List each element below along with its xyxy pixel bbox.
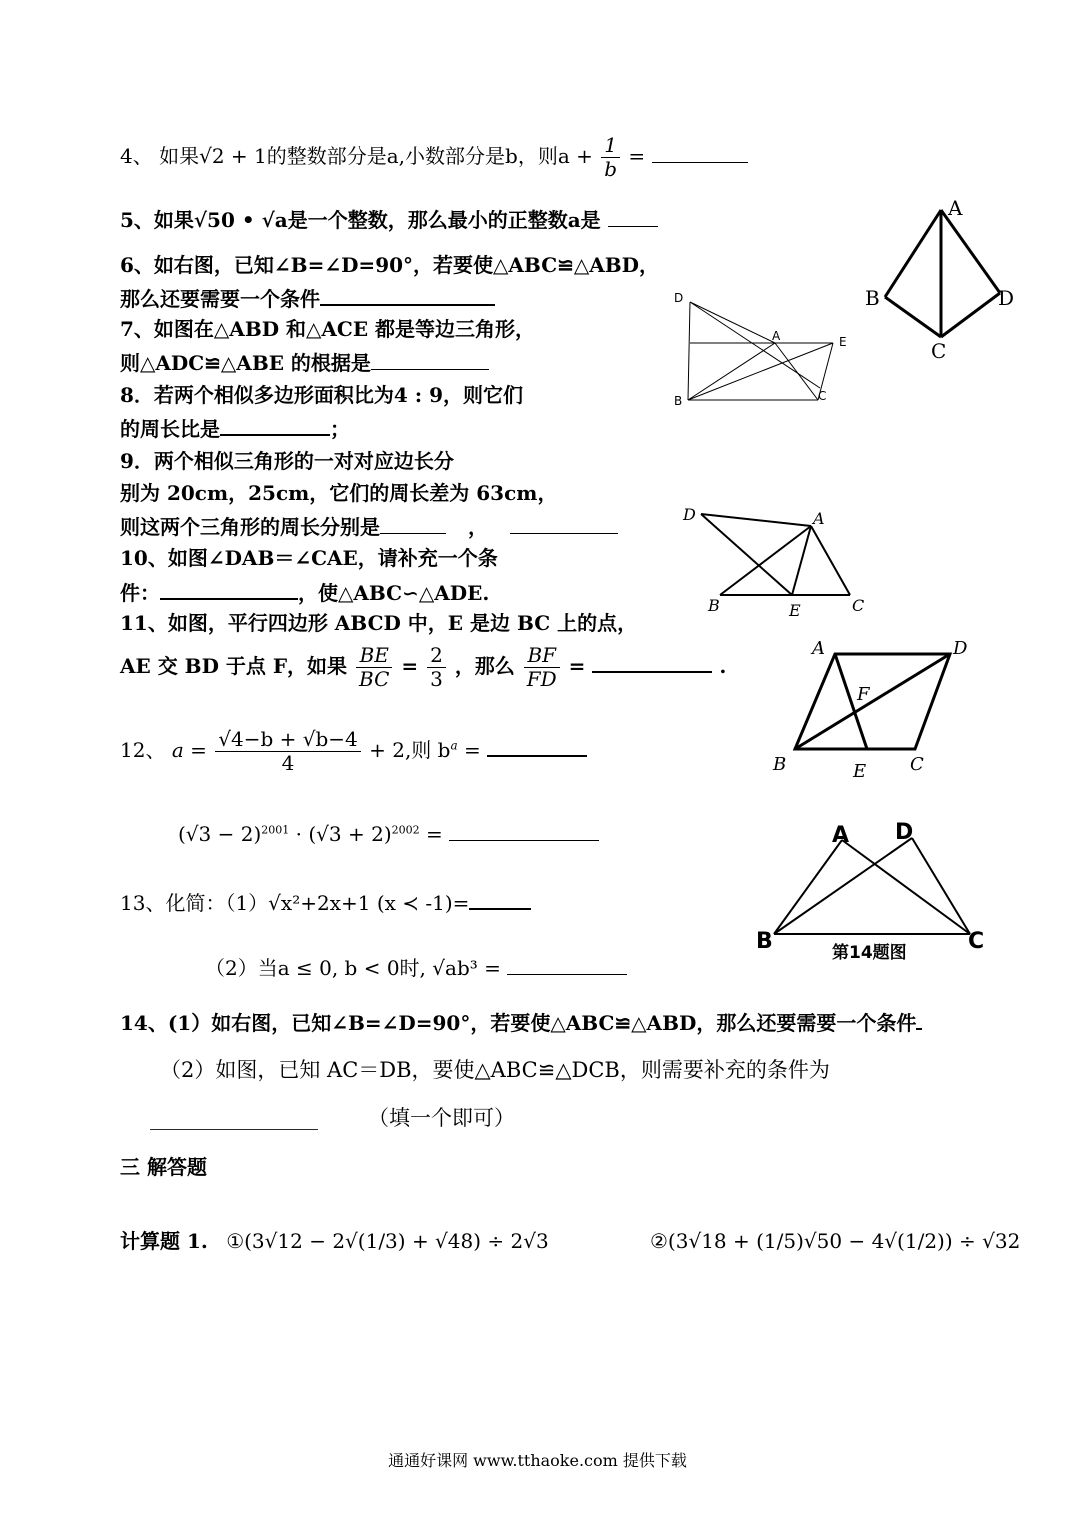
q9-separator: ， xyxy=(468,515,488,539)
q12-line2-part2: · (√3 + 2) xyxy=(289,822,392,846)
q11-fraction-2-3 xyxy=(427,644,446,691)
calc-expr-1: ①(3√12 − 2√(1/3) + √48) ÷ 2√3 xyxy=(226,1229,549,1253)
q12-exp-2002: 2002 xyxy=(391,823,420,837)
label-d: D xyxy=(895,820,914,845)
label-d: D xyxy=(683,505,696,524)
segment-bc xyxy=(885,297,941,337)
label-f: F xyxy=(857,684,870,705)
question-11-line2: AE 交 BD 于点 F，如果 $\frac{BE}{BC}$ = $\frac{2}{3}$ ，那么 $\frac{BF}{FD}$ = . xyxy=(120,643,727,691)
q11-frac3-den: FD xyxy=(526,667,557,691)
figure-q10-triangles xyxy=(675,500,875,625)
q12-rest: + 2,则 b xyxy=(369,738,451,762)
q8-tail: ； xyxy=(330,417,350,441)
q6-line2: 那么还要需要一个条件 xyxy=(120,287,320,311)
label-c: C xyxy=(968,929,985,954)
figure-caption: 第14题图 xyxy=(832,943,907,963)
q11-answer-blank[interactable] xyxy=(592,653,712,673)
q4-frac-num: 1 xyxy=(601,134,620,158)
question-11-line1 xyxy=(120,612,637,635)
label-a: A xyxy=(772,329,781,343)
q10-line1: 10、如图∠DAB＝∠CAE，请补充一个条 xyxy=(120,546,498,570)
question-8-line1 xyxy=(120,384,523,407)
segment-ac xyxy=(811,526,850,595)
q7-line2: 则△ADC≌△ABE 的根据是 xyxy=(120,351,371,375)
label-c: C xyxy=(931,339,947,363)
q14-answer-blank-2[interactable]: ________________ xyxy=(150,1106,318,1130)
segment-de xyxy=(701,514,792,595)
q4-answer-blank[interactable] xyxy=(652,144,748,163)
question-9-line2 xyxy=(120,482,557,505)
label-a: A xyxy=(813,509,825,528)
question-6-line1 xyxy=(120,254,659,277)
question-12-line2 xyxy=(178,822,599,846)
q8-answer-blank[interactable] xyxy=(220,416,330,436)
calc-label: 计算题 1. xyxy=(120,1229,208,1253)
q12-answer-blank-2[interactable] xyxy=(449,822,599,841)
question-13-line1 xyxy=(120,890,531,915)
q9-answer-blank-2[interactable] xyxy=(510,515,618,534)
footer-text: 通通好课网 www.tthaoke.com 提供下载 xyxy=(388,1451,687,1470)
q14-line1: 14、(1）如右图，已知∠B=∠D=90°，若要使△ABC≌△ABD，那么还要需要一个条件 xyxy=(120,1011,917,1035)
q11-frac1-num: BE xyxy=(356,644,392,668)
q14-line3-note: （填一个即可） xyxy=(368,1106,515,1130)
q13-line2: （2）当a ≤ 0, b < 0时, √ab³ = xyxy=(205,956,501,980)
question-5 xyxy=(120,208,658,232)
q5-text: 5、如果√50 • √a是一个整数，那么最小的正整数a是 xyxy=(120,208,601,232)
q11-frac1-den: BC xyxy=(359,667,390,691)
q11-line2-start: AE 交 BD 于点 F，如果 xyxy=(120,654,348,678)
q11-frac2-den: 3 xyxy=(430,667,443,691)
figure-q14-triangles xyxy=(752,812,992,967)
q11-frac3-num: BF xyxy=(524,644,560,668)
q12-line2-part1: (√3 − 2) xyxy=(178,822,262,846)
segment-ad xyxy=(941,210,1000,293)
figure-kite-abcd xyxy=(855,195,1035,370)
q9-line2: 别为 20cm，25cm，它们的周长差为 63cm， xyxy=(120,481,558,505)
segment-ae-inner xyxy=(792,526,811,595)
calc-question-1 xyxy=(120,1230,549,1253)
label-c: C xyxy=(852,596,865,615)
q7-line1: 7、如图在△ABD 和△ACE 都是等边三角形， xyxy=(120,317,536,341)
segment-ba xyxy=(774,840,842,934)
segment-da xyxy=(701,514,811,526)
figure-q11-parallelogram xyxy=(765,632,985,782)
segment-ab xyxy=(720,526,811,595)
question-14-line3 xyxy=(150,1106,515,1130)
segment-dc xyxy=(912,838,970,934)
segment-db xyxy=(688,302,690,400)
segment-da xyxy=(690,302,775,343)
section-3-heading xyxy=(120,1156,207,1179)
label-e: E xyxy=(789,601,801,620)
q10-line2-end: ，使△ABC∽△ADE. xyxy=(298,581,490,605)
q11-fraction-bf-fd xyxy=(524,644,560,691)
label-b: B xyxy=(756,929,773,954)
q10-line2-start: 件： xyxy=(120,581,160,605)
q14-line2: （2）如图，已知 AC＝DB，要使△ABC≌△DCB，则需要补充的条件为 xyxy=(160,1058,830,1082)
q11-frac2-num: 2 xyxy=(427,644,446,668)
question-9-line1 xyxy=(120,450,454,473)
label-e: E xyxy=(853,761,867,782)
question-14-line1 xyxy=(120,1010,922,1035)
q7-answer-blank[interactable] xyxy=(371,351,489,370)
q12-fraction xyxy=(215,728,361,775)
label-b: B xyxy=(674,394,683,408)
q13-line1: 13、化简：（1）√x²+2x+1 (x ≺ -1)= xyxy=(120,891,470,915)
q12-equals: = xyxy=(457,738,481,762)
q12-lhs: a = xyxy=(171,738,207,762)
segment-ac xyxy=(842,840,970,934)
question-10-line2 xyxy=(120,580,489,605)
question-14-line2 xyxy=(160,1058,830,1082)
label-a: A xyxy=(832,823,850,848)
segment-ab xyxy=(885,210,941,297)
q12-number: 12、 xyxy=(120,738,166,762)
q14-answer-blank-1[interactable] xyxy=(916,1010,922,1030)
question-10-line1 xyxy=(120,547,498,570)
label-a: A xyxy=(812,638,825,659)
q9-line1: 9．两个相似三角形的一对对应边长分 xyxy=(120,449,454,473)
question-4 xyxy=(120,134,748,181)
q4-number: 4、 xyxy=(120,144,153,168)
q12-frac-num: √4−b + √b−4 xyxy=(215,728,361,752)
question-12-line1 xyxy=(120,728,587,775)
question-6-line2 xyxy=(120,286,495,311)
q4-fraction xyxy=(601,134,620,181)
q11-fraction-be-bc xyxy=(356,644,392,691)
q13-answer-blank-2[interactable] xyxy=(507,956,627,975)
segment-bd xyxy=(774,838,912,934)
q8-line1: 8．若两个相似多边形面积比为4 : 9，则它们 xyxy=(120,383,524,407)
q8-line2: 的周长比是 xyxy=(120,417,220,441)
q9-answer-blank-1[interactable] xyxy=(380,515,446,534)
segment-dc xyxy=(941,293,1000,337)
page-footer xyxy=(0,1448,1075,1471)
question-9-line3 xyxy=(120,515,618,539)
q4-text: 如果√2 + 1的整数部分是a,小数部分是b，则a + xyxy=(159,144,600,168)
q11-line1: 11、如图，平行四边形 ABCD 中，E 是边 BC 上的点， xyxy=(120,611,638,635)
q6-answer-blank[interactable] xyxy=(320,286,495,306)
label-c: C xyxy=(910,754,924,775)
q10-answer-blank[interactable] xyxy=(160,580,298,600)
q12-exp-2001: 2001 xyxy=(261,823,290,837)
segment-ba xyxy=(688,343,775,400)
q4-equals: = xyxy=(628,144,646,168)
q12-answer-blank-1[interactable] xyxy=(487,737,587,757)
q4-frac-den: b xyxy=(604,157,618,181)
q13-answer-blank-1[interactable] xyxy=(469,890,531,910)
question-7-line2 xyxy=(120,351,489,375)
label-d: D xyxy=(674,291,684,305)
label-b: B xyxy=(865,286,880,310)
q11-tail: . xyxy=(719,654,727,678)
calc-question-2 xyxy=(650,1230,1020,1253)
q9-line3: 则这两个三角形的周长分别是 xyxy=(120,515,380,539)
segment-bd xyxy=(795,654,950,749)
question-13-line2 xyxy=(205,956,627,980)
q12-equals-2: = xyxy=(419,822,443,846)
q11-equals: = xyxy=(401,654,419,678)
q11-mid: ，那么 xyxy=(454,654,515,678)
q12-frac-den: 4 xyxy=(281,751,295,775)
label-a: A xyxy=(948,196,963,220)
label-d: D xyxy=(998,286,1015,310)
question-7-line1 xyxy=(120,318,535,341)
question-8-line2 xyxy=(120,416,350,441)
section-3-title: 三 解答题 xyxy=(120,1155,207,1179)
label-e: E xyxy=(839,335,847,349)
label-b: B xyxy=(708,596,720,615)
q5-answer-blank[interactable] xyxy=(608,208,658,227)
label-c: C xyxy=(818,389,827,403)
q6-line1: 6、如右图，已知∠B=∠D=90°，若要使△ABC≌△ABD， xyxy=(120,253,660,277)
figure-q7-triangles xyxy=(668,288,858,413)
segment-dc xyxy=(690,302,820,388)
label-b: B xyxy=(773,754,787,775)
calc-expr-2: ②(3√18 + (1/5)√50 − 4√(1/2)) ÷ √32 xyxy=(650,1229,1021,1253)
q12-exponent: a xyxy=(450,738,458,753)
label-d: D xyxy=(953,638,968,659)
